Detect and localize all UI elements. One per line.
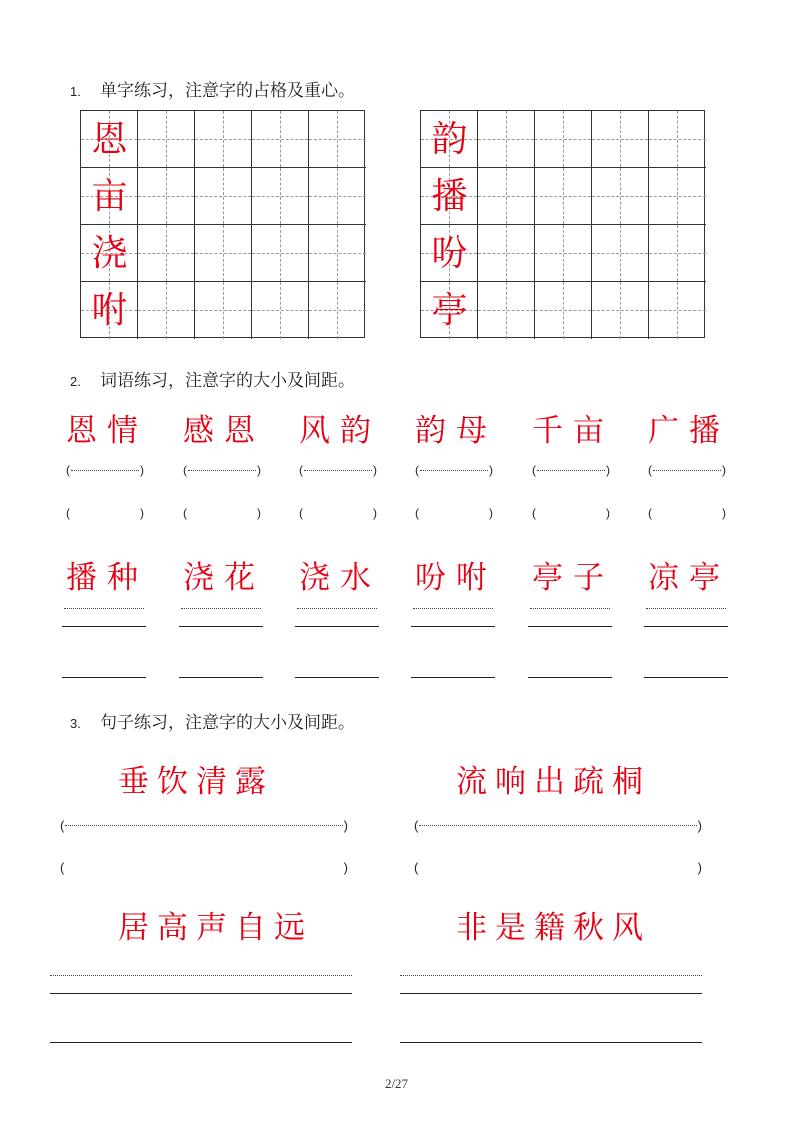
paren-close: ) [697, 817, 702, 833]
sentence-2: 流响出疏桐 [456, 764, 651, 800]
pinyin-blank-dotted[interactable] [183, 461, 261, 479]
grid-cell[interactable] [421, 111, 478, 168]
practice-grid-left [80, 110, 365, 338]
writing-guide-dotted [181, 608, 261, 609]
pinyin-blank[interactable] [299, 504, 377, 522]
grid-cell[interactable] [421, 282, 478, 339]
paren-open: ( [648, 506, 652, 520]
grid-cell[interactable] [195, 168, 252, 225]
writing-guide-dotted [400, 975, 702, 976]
writing-line[interactable] [295, 626, 379, 627]
model-character: 吩 [431, 232, 468, 274]
grid-cell[interactable] [81, 225, 138, 282]
section2-number: 2. [70, 374, 81, 389]
pinyin-blank[interactable] [532, 504, 610, 522]
section2-title [70, 366, 355, 391]
pinyin-blank[interactable] [60, 858, 348, 876]
grid-cell[interactable] [252, 282, 309, 339]
grid-cell[interactable] [478, 225, 535, 282]
writing-line[interactable] [528, 626, 612, 627]
word-model: 浇水 [299, 560, 381, 596]
paren-close: ) [373, 463, 377, 477]
grid-cell[interactable] [81, 168, 138, 225]
word-model: 风韵 [299, 413, 381, 449]
pinyin-blank-dotted[interactable] [299, 461, 377, 479]
grid-cell[interactable] [195, 111, 252, 168]
grid-cell[interactable] [592, 111, 649, 168]
writing-guide-dotted [64, 608, 144, 609]
paren-open: ( [648, 463, 652, 477]
pinyin-blank-dotted[interactable] [532, 461, 610, 479]
writing-line[interactable] [295, 677, 379, 678]
grid-cell[interactable] [421, 168, 478, 225]
grid-cell[interactable] [138, 168, 195, 225]
paren-close: ) [140, 506, 144, 520]
model-character: 亭 [431, 289, 468, 331]
word-model: 感恩 [183, 413, 265, 449]
paren-close: ) [489, 463, 493, 477]
grid-cell[interactable] [592, 282, 649, 339]
section2-title-text: 词语练习，注意字的大小及间距。 [100, 371, 355, 391]
grid-cell[interactable] [309, 282, 366, 339]
pinyin-blank[interactable] [415, 504, 493, 522]
model-character: 韵 [431, 118, 468, 160]
section1-number: 1. [70, 84, 81, 99]
paren-open: ( [532, 506, 536, 520]
paren-open: ( [299, 506, 303, 520]
writing-line[interactable] [179, 626, 263, 627]
writing-guide-dotted [413, 608, 493, 609]
word-model: 亭子 [532, 560, 614, 596]
word-model: 吩咐 [415, 560, 497, 596]
word-model: 恩情 [66, 413, 148, 449]
grid-cell[interactable] [309, 225, 366, 282]
grid-cell[interactable] [252, 111, 309, 168]
writing-line[interactable] [411, 626, 495, 627]
paren-close: ) [257, 463, 261, 477]
writing-line[interactable] [50, 993, 352, 994]
writing-line[interactable] [62, 677, 146, 678]
paren-open: ( [66, 506, 70, 520]
grid-cell[interactable] [309, 111, 366, 168]
grid-cell[interactable] [195, 282, 252, 339]
practice-grid-right [420, 110, 705, 338]
paren-close: ) [722, 463, 726, 477]
paren-close: ) [606, 463, 610, 477]
pinyin-blank-dotted[interactable] [60, 816, 348, 834]
paren-close: ) [697, 859, 702, 875]
paren-open: ( [299, 463, 303, 477]
grid-cell[interactable] [535, 168, 592, 225]
writing-line[interactable] [411, 677, 495, 678]
pinyin-blank[interactable] [414, 858, 702, 876]
grid-cell[interactable] [535, 111, 592, 168]
writing-guide-dotted [646, 608, 726, 609]
section3-title-text: 句子练习，注意字的大小及间距。 [100, 713, 355, 733]
grid-cell[interactable] [138, 225, 195, 282]
paren-close: ) [343, 817, 348, 833]
writing-guide-dotted [297, 608, 377, 609]
paren-open: ( [60, 817, 65, 833]
model-character: 浇 [91, 232, 128, 274]
model-character: 恩 [91, 118, 128, 160]
paren-close: ) [606, 506, 610, 520]
writing-guide-dotted [530, 608, 610, 609]
sentence-1: 垂饮清露 [118, 764, 274, 800]
paren-open: ( [183, 506, 187, 520]
writing-guide-dotted [50, 975, 352, 976]
paren-close: ) [140, 463, 144, 477]
writing-line[interactable] [400, 1042, 702, 1043]
paren-close: ) [343, 859, 348, 875]
paren-open: ( [66, 463, 70, 477]
grid-cell[interactable] [138, 111, 195, 168]
grid-cell[interactable] [478, 282, 535, 339]
section1-title [70, 76, 355, 101]
word-model: 韵母 [415, 413, 497, 449]
grid-cell[interactable] [649, 282, 706, 339]
grid-cell[interactable] [649, 168, 706, 225]
grid-cell[interactable] [649, 225, 706, 282]
grid-cell[interactable] [592, 168, 649, 225]
model-character: 播 [431, 175, 468, 217]
word-model: 凉亭 [648, 560, 730, 596]
grid-cell[interactable] [478, 168, 535, 225]
writing-line[interactable] [400, 993, 702, 994]
grid-cell[interactable] [138, 282, 195, 339]
writing-line[interactable] [179, 677, 263, 678]
paren-close: ) [489, 506, 493, 520]
grid-cell[interactable] [535, 225, 592, 282]
grid-cell[interactable] [81, 282, 138, 339]
paren-open: ( [183, 463, 187, 477]
writing-line[interactable] [50, 1042, 352, 1043]
grid-cell[interactable] [478, 111, 535, 168]
pinyin-blank[interactable] [183, 504, 261, 522]
word-model: 浇花 [183, 560, 265, 596]
grid-cell[interactable] [252, 168, 309, 225]
grid-cell[interactable] [421, 225, 478, 282]
model-character: 咐 [91, 289, 128, 331]
model-character: 亩 [91, 175, 128, 217]
grid-cell[interactable] [309, 168, 366, 225]
section3-number: 3. [70, 716, 81, 731]
grid-cell[interactable] [195, 225, 252, 282]
section1-title-text: 单字练习，注意字的占格及重心。 [100, 81, 355, 101]
paren-open: ( [415, 463, 419, 477]
sentence-3: 居高声自远 [118, 910, 313, 946]
paren-close: ) [373, 506, 377, 520]
word-model: 千亩 [532, 413, 614, 449]
word-model: 广播 [648, 413, 730, 449]
grid-cell[interactable] [649, 111, 706, 168]
pinyin-blank-dotted[interactable] [648, 461, 726, 479]
page-number: 2/27 [384, 1076, 409, 1091]
pinyin-blank-dotted[interactable] [415, 461, 493, 479]
paren-open: ( [60, 859, 65, 875]
pinyin-blank-dotted[interactable] [414, 816, 702, 834]
pinyin-blank[interactable] [66, 504, 144, 522]
writing-line[interactable] [644, 677, 728, 678]
writing-line[interactable] [644, 626, 728, 627]
grid-cell[interactable] [252, 225, 309, 282]
word-model: 播种 [66, 560, 148, 596]
paren-open: ( [415, 506, 419, 520]
pinyin-blank-dotted[interactable] [66, 461, 144, 479]
grid-cell[interactable] [81, 111, 138, 168]
paren-open: ( [414, 859, 419, 875]
sentence-4: 非是籍秋风 [456, 910, 651, 946]
paren-close: ) [722, 506, 726, 520]
grid-cell[interactable] [535, 282, 592, 339]
writing-line[interactable] [528, 677, 612, 678]
paren-open: ( [414, 817, 419, 833]
pinyin-blank[interactable] [648, 504, 726, 522]
writing-line[interactable] [62, 626, 146, 627]
section3-title [70, 708, 355, 733]
paren-open: ( [532, 463, 536, 477]
grid-cell[interactable] [592, 225, 649, 282]
paren-close: ) [257, 506, 261, 520]
